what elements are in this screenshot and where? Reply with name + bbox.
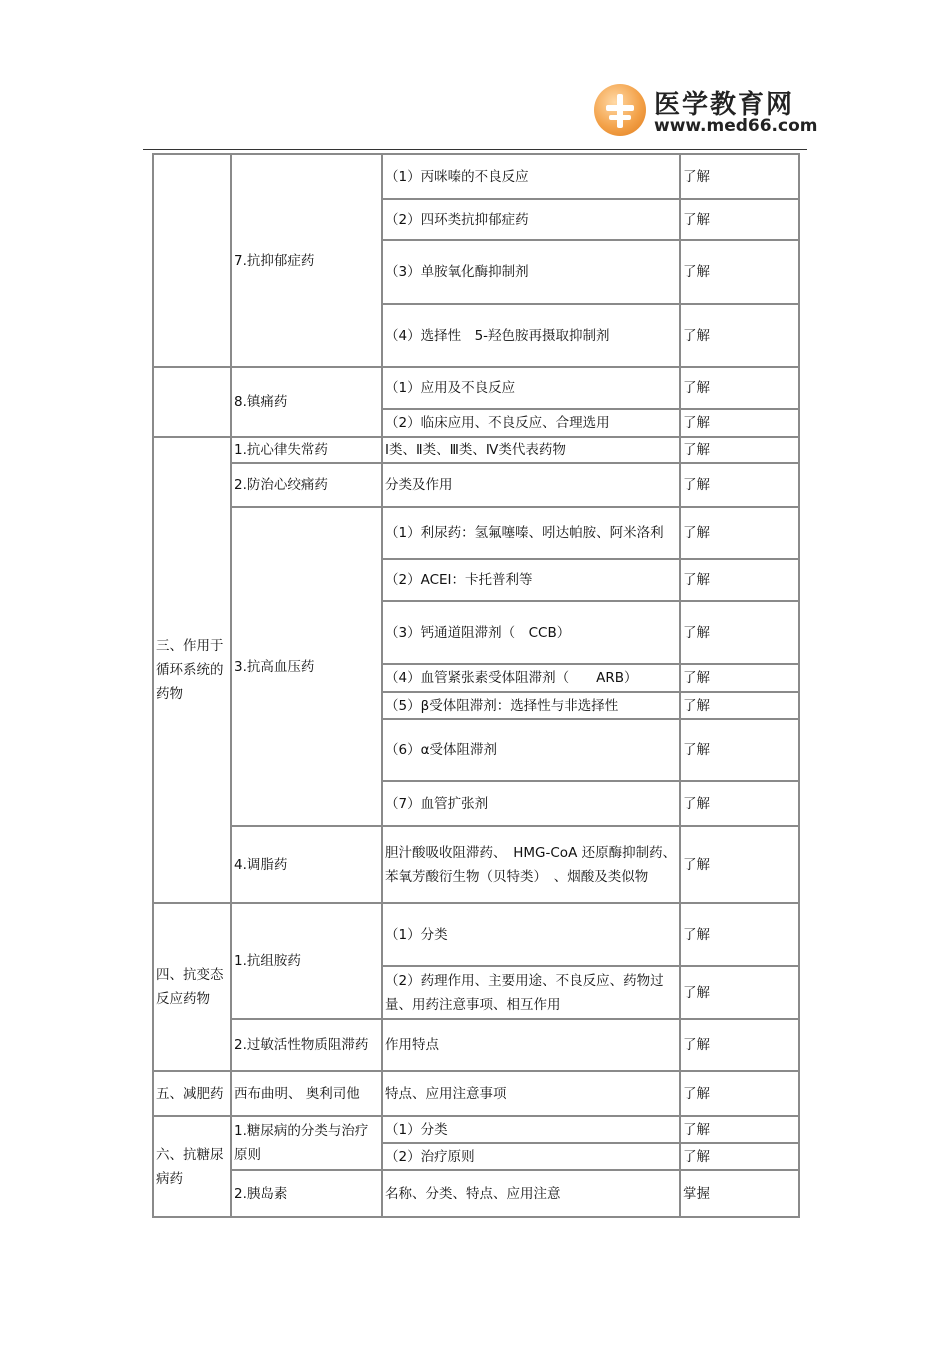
content-cell: 特点、应用注意事项 <box>382 1071 680 1116</box>
drug-cell: 7.抗抑郁症药 <box>231 154 382 367</box>
drug-cell: 西布曲明、 奥利司他 <box>231 1071 382 1116</box>
content-cell: （2）ACEI：卡托普利等 <box>382 559 680 601</box>
drug-cell: 1.抗心律失常药 <box>231 437 382 463</box>
level-cell: 了解 <box>680 154 799 199</box>
logo <box>592 80 818 150</box>
category-cell: 五、减肥药 <box>153 1071 231 1116</box>
content-cell: （5）β受体阻滞剂：选择性与非选择性 <box>382 692 680 719</box>
table-row <box>153 903 799 966</box>
content-cell: 作用特点 <box>382 1019 680 1071</box>
level-cell: 了解 <box>680 240 799 304</box>
drug-cell: 2.防治心绞痛药 <box>231 463 382 507</box>
table-row <box>153 437 799 463</box>
content-cell: （6）α受体阻滞剂 <box>382 719 680 781</box>
level-cell: 了解 <box>680 719 799 781</box>
level-cell: 了解 <box>680 367 799 409</box>
content-cell: （2）治疗原则 <box>382 1143 680 1170</box>
level-cell: 了解 <box>680 664 799 692</box>
level-cell: 了解 <box>680 463 799 507</box>
level-cell: 了解 <box>680 559 799 601</box>
level-cell: 了解 <box>680 1019 799 1071</box>
content-cell: （2）临床应用、不良反应、合理选用 <box>382 409 680 437</box>
drug-cell: 1.抗组胺药 <box>231 903 382 1019</box>
level-cell: 了解 <box>680 1143 799 1170</box>
table-row <box>153 367 799 409</box>
content-cell: （1）分类 <box>382 903 680 966</box>
level-cell: 了解 <box>680 781 799 826</box>
drug-cell: 2.过敏活性物质阻滞药 <box>231 1019 382 1071</box>
content-cell: （2）四环类抗抑郁症药 <box>382 199 680 240</box>
level-cell: 了解 <box>680 966 799 1019</box>
content-cell: （1）分类 <box>382 1116 680 1143</box>
category-cell: 四、抗变态反应药物 <box>153 903 231 1071</box>
content-cell: 分类及作用 <box>382 463 680 507</box>
table-row <box>153 826 799 903</box>
logo-name: 医学教育网 <box>654 90 795 120</box>
content-cell: （4）选择性 5-羟色胺再摄取抑制剂 <box>382 304 680 367</box>
table-row <box>153 1019 799 1071</box>
level-cell: 了解 <box>680 199 799 240</box>
content-cell: （3）单胺氧化酶抑制剂 <box>382 240 680 304</box>
category-cell <box>153 154 231 367</box>
category-cell: 六、抗糖尿病药 <box>153 1116 231 1217</box>
level-cell: 了解 <box>680 826 799 903</box>
drug-cell: 2.胰岛素 <box>231 1170 382 1217</box>
level-cell: 掌握 <box>680 1170 799 1217</box>
level-cell: 了解 <box>680 507 799 559</box>
table-row <box>153 154 799 199</box>
level-cell: 了解 <box>680 1116 799 1143</box>
level-cell: 了解 <box>680 409 799 437</box>
content-cell: 胆汁酸吸收阻滞药、 HMG-CoA 还原酶抑制药、苯氧芳酸衍生物（贝特类） 、烟酸及类似物 <box>382 826 680 903</box>
content-cell: （4）血管紧张素受体阻滞剂（ ARB） <box>382 664 680 692</box>
table-row <box>153 1116 799 1143</box>
level-cell: 了解 <box>680 601 799 664</box>
content-cell: 名称、分类、特点、应用注意 <box>382 1170 680 1217</box>
syllabus-table <box>152 153 800 1218</box>
header-divider <box>143 149 807 150</box>
table-row <box>153 1170 799 1217</box>
drug-cell: 1.糖尿病的分类与治疗原则 <box>231 1116 382 1170</box>
drug-cell: 3.抗高血压药 <box>231 507 382 826</box>
content-cell: Ⅰ类、Ⅱ类、Ⅲ类、Ⅳ类代表药物 <box>382 437 680 463</box>
table-row <box>153 463 799 507</box>
logo-url: www.med66.com <box>654 116 818 136</box>
content-cell: （1）利尿药：氢氟噻嗪、吲达帕胺、阿米洛利 <box>382 507 680 559</box>
level-cell: 了解 <box>680 304 799 367</box>
content-cell: （3）钙通道阻滞剂（ CCB） <box>382 601 680 664</box>
table-row <box>153 507 799 559</box>
logo-emblem-icon <box>594 84 646 136</box>
table-row <box>153 1071 799 1116</box>
content-cell: （1）丙咪嗪的不良反应 <box>382 154 680 199</box>
drug-cell: 4.调脂药 <box>231 826 382 903</box>
level-cell: 了解 <box>680 1071 799 1116</box>
drug-cell: 8.镇痛药 <box>231 367 382 437</box>
content-cell: （2）药理作用、主要用途、不良反应、药物过量、用药注意事项、相互作用 <box>382 966 680 1019</box>
category-cell: 三、作用于循环系统的药物 <box>153 437 231 903</box>
content-cell: （1）应用及不良反应 <box>382 367 680 409</box>
category-cell <box>153 367 231 437</box>
level-cell: 了解 <box>680 692 799 719</box>
level-cell: 了解 <box>680 903 799 966</box>
content-cell: （7）血管扩张剂 <box>382 781 680 826</box>
level-cell: 了解 <box>680 437 799 463</box>
